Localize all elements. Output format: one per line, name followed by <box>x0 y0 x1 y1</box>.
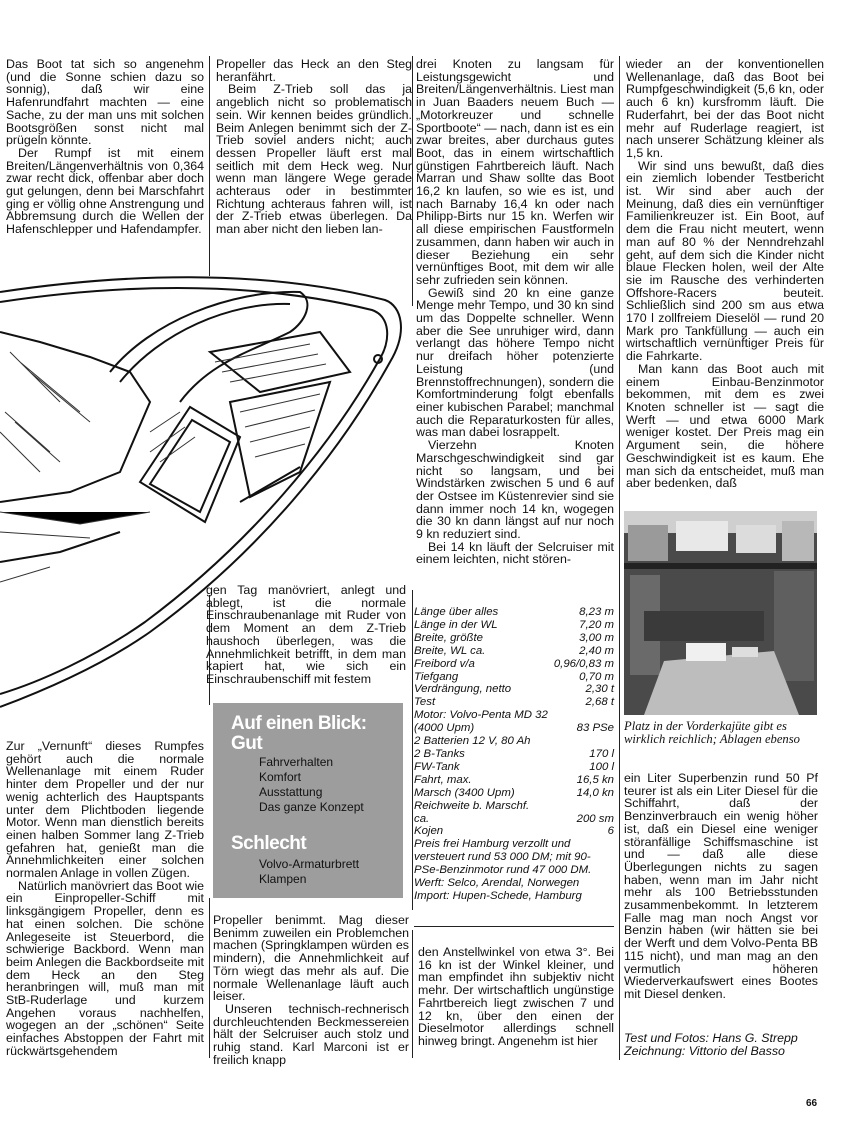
credits <box>624 1032 824 1058</box>
spec-label: 2 B-Tanks <box>414 747 465 760</box>
cabin-photo-image <box>624 511 817 715</box>
spec-value: 83 PSe <box>576 722 614 735</box>
column-rule <box>619 56 620 1060</box>
spec-value: 200 sm <box>576 812 614 825</box>
spec-row <box>414 632 614 645</box>
good-item: Das ganze Konzept <box>259 800 364 814</box>
column-rule <box>209 56 210 276</box>
spec-label: Breite, größte <box>414 631 484 644</box>
at-a-glance-box <box>213 703 403 898</box>
spec-value: 170 l <box>589 747 614 760</box>
column-rule <box>412 590 413 910</box>
spec-row <box>414 696 614 709</box>
specs-rule <box>414 926 614 927</box>
spec-label: Freibord v/a <box>414 657 475 670</box>
spec-row <box>414 645 614 658</box>
spec-label: FW-Tank <box>414 760 460 773</box>
bad-item: Volvo-Armaturbrett <box>259 857 360 871</box>
column-3-top <box>416 58 614 566</box>
spec-value: 0,96/0,83 m <box>553 657 614 670</box>
column-1-bottom <box>6 740 204 1058</box>
spec-value: 3,00 m <box>579 631 614 644</box>
good-item: Ausstattung <box>259 785 323 799</box>
spec-row <box>414 825 614 838</box>
spec-row <box>414 761 614 774</box>
paragraph: Wir sind uns bewußt, daß dies ein ziemlich lobender Testbericht ist. Wir sind aber auch der Meinung, daß dies ein vernünftiger Familienkreuzer ist. Ein Boot, auf dem die Frau nicht meutert, wenn man auf 80 % der Nenndrehzahl geht, auf dem sich die Kinder nicht blaue Flecken holen, weil der Alte sie im Rausche des verhinderten Offshore-Racers beuteit. Schließlich sind 200 sm aus etwa 170 l zollfreiem Dieselöl — rund 20 Mark pro Tankfüllung — auch ein wirtschaftlich vernünftiger Preis für die Fahrkarte. <box>626 158 824 364</box>
spec-value: 8,23 m <box>579 606 614 618</box>
spec-row <box>414 800 614 813</box>
spec-value: 100 l <box>589 760 614 773</box>
column-1-top <box>6 58 204 236</box>
spec-value: 7,20 m <box>579 618 614 631</box>
paragraph: Das Boot tat sich so angenehm (und die Sonne schien dazu so sonnig), daß wir eine Hafenrundfahrt machten — eine Sache, zu der man uns mit solchen Bootsgrößen sonst nicht mal prügeln könnte. <box>6 57 204 148</box>
spec-label: Reichweite b. Marschf. <box>414 799 530 812</box>
spec-text: Preis frei Hamburg verzollt und versteuert rund 53 000 DM; mit 90-PSe-Benzinmotor rund 47 000 DM. <box>414 838 592 877</box>
spec-label: Länge in der WL <box>414 618 498 631</box>
spec-row <box>414 813 614 826</box>
paragraph: Unseren technisch-rechnerisch durchleuchtenden Beckmessereien hält der Selcruiser auch stolz und ruhig stand. Karl Marconi ist er freilich knapp <box>213 1001 409 1067</box>
spec-row <box>414 748 614 761</box>
paragraph: Bei 14 kn läuft der Selcruiser mit einem leichten, nicht stören- <box>416 539 614 567</box>
spec-row <box>414 722 614 735</box>
spec-row <box>414 619 614 632</box>
bad-item: Klampen <box>259 872 307 886</box>
spec-label: ca. <box>414 812 430 825</box>
paragraph: Natürlich manövriert das Boot wie ein Einpropeller-Schiff mit linksgängigem Propeller, denn es hat einen solchen. Die schöne Anlegeseite ist Steuerbord, die schwierige Backbord. Wenn man beim Anlegen die Backbordseite mit dem Heck an den Steg heranbringen will, muß man mit StB-Ruderlage und kurzem Angehen voraus nachhelfen, wogegen an der „schönen“ Seite einfaches Abstoppen der Fahrt mit rückwärtsgehendem <box>6 878 204 1058</box>
spec-text: Import: Hupen-Schede, Hamburg <box>414 889 582 902</box>
spec-value: 16,5 kn <box>576 773 614 786</box>
paragraph: drei Knoten zu langsam für Leistungsgewicht und Breiten/Längenverhältnis. Liest man in Juan Baaders neuem Buch — „Motorkreuzer und schnelle Sportboote“ — nach, dann ist es ein zwar breites, aber durchaus gutes Boot, das in einem wirtschaftlich günstigen Fahrtbereich läuft. Nach Marran und Shaw sollte das Boot 16,2 kn laufen, so wie es ist, und nach Barnaby 16,4 kn oder nach Philipp-Birts nur 15 kn. Werfen wir all diese empirischen Faustformeln zusammen, dann haben wir auch in dieser Beziehung ein sehr vernünftiges Boot, mit dem wir alle sehr zufrieden sein können. <box>416 57 614 287</box>
spec-row <box>414 774 614 787</box>
good-item: Komfort <box>259 770 302 784</box>
spec-label: Verdrängung, netto <box>414 683 512 696</box>
spec-label: Länge über alles <box>414 606 499 618</box>
spec-row <box>414 606 614 619</box>
paragraph: Propeller benimmt. Mag dieser Benimm zuweilen ein Problemchen machen (Springklampen würden es mindern), die Annehmlichkeit auf Törn wiegt das mehr als auf. Die normale Wellenanlage läuft auch leiser. <box>213 913 409 1004</box>
spec-label: Tiefgang <box>414 670 459 683</box>
spec-label: 2 Batterien 12 V, 80 Ah <box>414 735 531 748</box>
paragraph: Zur „Vernunft“ dieses Rumpfes gehört auch die normale Wellenanlage mit einem Ruder hinter dem Propeller und der nur wenig achterlich des Hauptspants unter dem Plichtboden liegende Motor. Wenn man dienstlich bereits einen halben Sommer lang Z-Trieb gefahren hat, genießt man die Annehmlichkeiten einer solchen normalen Anlage in vollen Zügen. <box>6 739 204 881</box>
spec-value: 2,40 m <box>579 644 614 657</box>
spec-row <box>414 735 614 748</box>
spec-label: Fahrt, max. <box>414 773 472 786</box>
spec-value: 6 <box>607 825 614 838</box>
column-3-bottom <box>418 946 614 1048</box>
spec-row <box>414 709 614 722</box>
spec-label: (4000 Upm) <box>414 722 475 735</box>
spec-label: Marsch (3400 Upm) <box>414 786 515 799</box>
spec-text: Werft: Selco, Arendal, Norwegen <box>414 877 580 890</box>
spec-row <box>414 683 614 696</box>
drawing-credit: Zeichnung: Vittorio del Basso <box>624 1043 785 1058</box>
page-number: 66 <box>806 1098 818 1109</box>
paragraph: Propeller das Heck an den Steg heranfährt. <box>216 57 412 84</box>
spec-label: Test <box>414 696 436 709</box>
good-item: Fahrverhalten <box>259 755 334 769</box>
spec-value: 2,30 t <box>585 683 614 696</box>
specs-table <box>414 606 614 903</box>
paragraph: Beim Z-Trieb soll das ja angeblich nicht so problematisch sein. Wir kennen beides gründlich. Beim Anlegen benimmt sich der Z-Trieb soviel anders nicht; auch dessen Propeller läuft erst mal seitlich mit dem Heck weg. Nur wenn man längere Wege gerade achteraus oder in bestimmter Richtung achteraus fahren will, ist der Z-Trieb etwas überlegen. Da man aber nicht den lieben lan- <box>216 82 412 237</box>
column-rule <box>209 898 210 1058</box>
spec-value: 0,70 m <box>579 670 614 683</box>
column-4-bottom <box>624 772 818 1001</box>
paragraph: den Anstellwinkel von etwa 3°. Bei 16 kn ist der Winkel kleiner, und man empfindet ihn subjektiv nicht mehr. Der wirtschaftlich ungünstige Fahrtbereich liegt zwischen 7 und 12 kn, über den einen der Dieselmotor allerdings schnell hinweg bringt. Angenehm ist hier <box>418 945 614 1048</box>
paragraph: Der Rumpf ist mit einem Breiten/Längenverhältnis von 0,364 zwar recht dick, offenbar aber doch gut gelungen, denn bei Marschfahrt ging er völlig ohne Anstrengung und Abbremsung durch die Wellen der Hafenschlepper und Hafendampfer. <box>6 145 204 237</box>
column-rule <box>412 56 413 306</box>
paragraph: gen Tag manövriert, anlegt und ablegt, ist die normale Einschraubenanlage mit Ruder von dem Moment an dem Z-Trieb haushoch überlegen, was die Annehmlichkeit betrifft, in dem man kapiert hat, wie sich ein Einschraubenschiff mit festem <box>206 583 406 686</box>
spec-value: 14,0 kn <box>576 786 614 799</box>
photo-credit: Test und Fotos: Hans G. Strepp <box>624 1031 798 1045</box>
column-2-bottom <box>213 914 409 1066</box>
paragraph: ein Liter Superbenzin rund 50 Pf teurer ist als ein Liter Diesel für die Schiffahrt, daß der Benzinverbrauch ein wenig höher ist, daß ein Diesel eine weniger störanfällige Schiffsmaschine ist und — daß alle diese Überlegungen nichts zu sagen haben, wenn man im Jahr nicht mehr als 100 Betriebsstunden zusammenbekommt. In letzterem Falle mag man noch Angst vor Benzin haben (wir hätten sie bei der Werft und dem Volvo-Penta BB 115 nicht), und man mag an den vermutlich höheren Wiederverkaufswert eines Bootes mit Diesel denken. <box>624 771 818 1001</box>
photo-caption: Platz in der Vorderkajüte gibt es wirklich reichlich; Ablagen ebenso <box>624 719 800 746</box>
paragraph: Vierzehn Knoten Marschgeschwindigkeit sind gar nicht so langsam, und bei Windstärken zwischen 5 und 6 auf der Ostsee im Küstenrevier sind sie dann immer noch 14 kn, wogegen die 30 kn dann längst auf nur noch 9 kn reduziert sind. <box>416 438 614 542</box>
spec-row <box>414 671 614 684</box>
column-4-top <box>626 58 824 490</box>
spec-value: 2,68 t <box>585 696 614 709</box>
spec-row <box>414 787 614 800</box>
paragraph: Man kann das Boot auch mit einem Einbau-Benzinmotor bekommen, mit dem es zwei Knoten schneller ist — sagt die Werft — und etwa 6000 Mark weniger kostet. Der Preis mag ein Argument sein, die höhere Geschwindigkeit ist es kaum. Ehe man sich da entscheidet, muß man aber bedenken, daß <box>626 361 824 491</box>
box-good-label: Gut <box>231 733 263 754</box>
paragraph: Gewiß sind 20 kn eine ganze Menge mehr Tempo, und 30 kn sind um das Doppelte schneller. Wenn aber die See unruhiger wird, dann verlangt das höhere Tempo nicht nur dreifach höher potenzierte Leistung (und Brennstoffrechnungen), sondern die Komfortminderung folgt ebenfalls einer kubischen Parabel; manchmal auch die Reparaturkosten für alles, was man dabei losrappelt. <box>416 285 614 440</box>
paragraph: wieder an der konventionellen Wellenanlage, daß das Boot bei Rumpfgeschwindigkeit (5,6 kn, oder auch 6 kn) kursfromm läuft. Die Ruderfahrt, bei der das Boot nicht mehr auf Ruderlage reagiert, ist nach unserer Schätzung kleiner als 1,5 kn. <box>626 57 824 160</box>
spec-label: Kojen <box>414 825 444 838</box>
spec-label: Motor: Volvo-Penta MD 32 <box>414 709 548 722</box>
column-2-top <box>216 58 412 236</box>
spec-row <box>414 658 614 671</box>
cabin-photo <box>624 511 817 715</box>
column-rule <box>412 930 413 1058</box>
box-title: Auf einen Blick: <box>231 713 367 734</box>
box-bad-label: Schlecht <box>231 833 307 854</box>
spec-label: Breite, WL ca. <box>414 644 486 657</box>
column-2-middle <box>206 584 406 686</box>
